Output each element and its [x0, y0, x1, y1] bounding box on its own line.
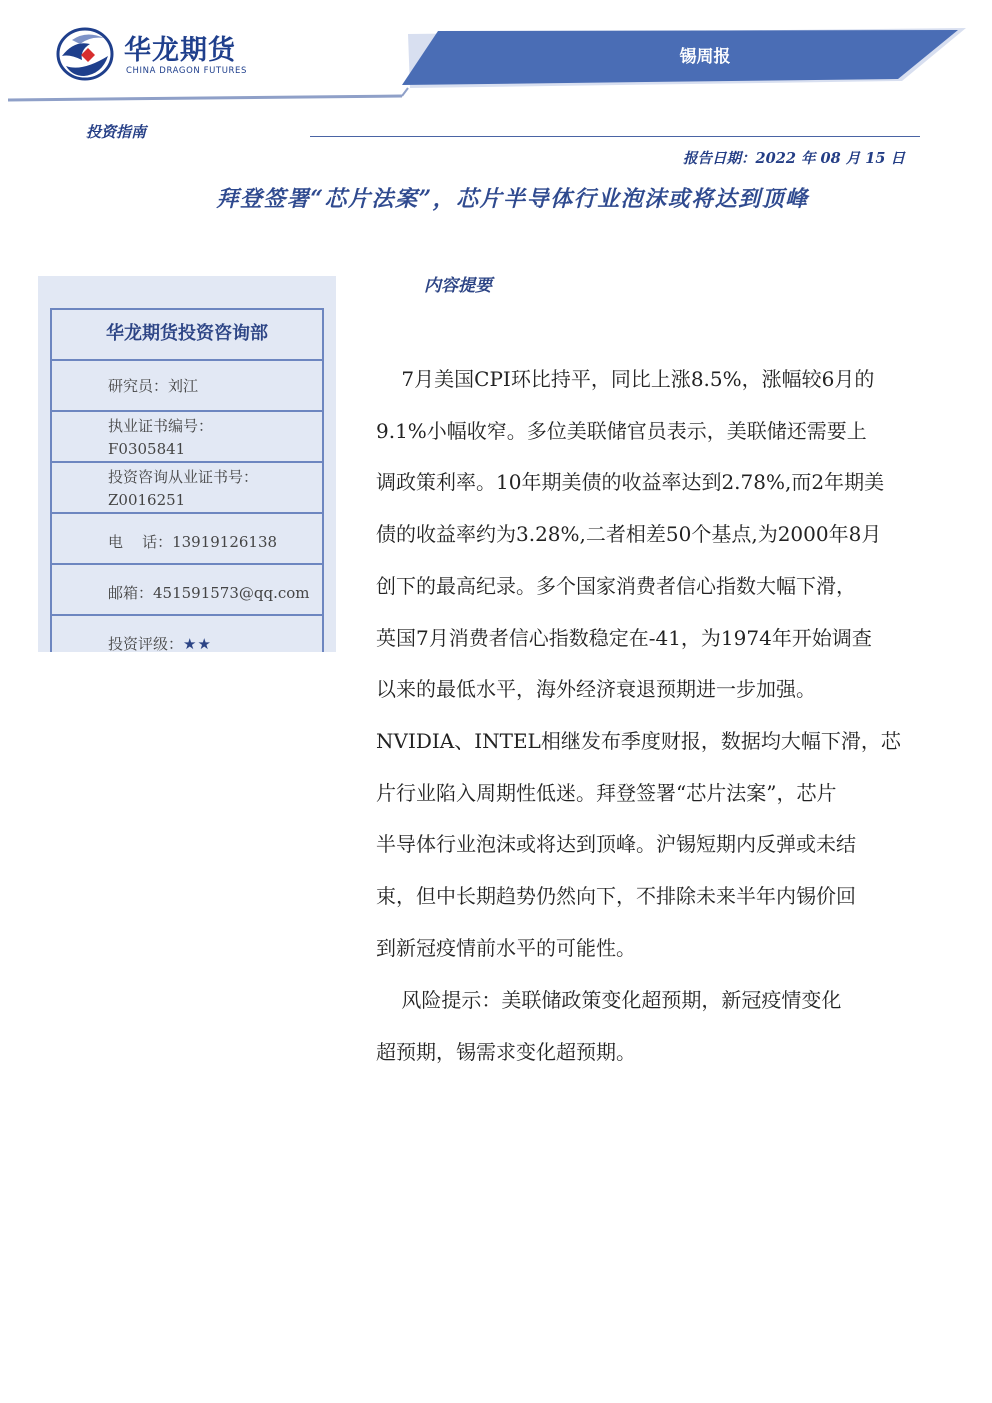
paragraph-line: 债的收益率约为3.28%,二者相差50个基点,为2000年8月 [376, 522, 882, 547]
brand-name-cn: 华龙期货 [124, 35, 236, 66]
paragraph-line: 英国7月消费者信心指数稳定在-41，为1974年开始调查 [376, 625, 872, 650]
paragraph-line: 风险提示：美联储政策变化超预期，新冠疫情变化 [376, 988, 842, 1012]
report-date: 报告日期：2022 年 08 月 15 日 [683, 150, 905, 167]
risk-paragraph [376, 975, 951, 1078]
paragraph-line: NVIDIA、INTEL相继发布季度财报，数据均大幅下滑，芯 [376, 728, 901, 753]
company-logo [56, 26, 256, 86]
summary-paragraph [376, 354, 951, 974]
paragraph-line: 到新冠疫情前水平的可能性。 [376, 935, 636, 960]
paragraph-line: 半导体行业泡沫或将达到顶峰。沪锡短期内反弹或未结 [376, 832, 856, 857]
rating-label: 投资评级： [108, 635, 184, 652]
license-row [52, 412, 322, 463]
department-name: 华龙期货投资咨询部 [106, 323, 268, 344]
paragraph-line: 超预期，锡需求变化超预期。 [376, 1039, 636, 1064]
section-divider [310, 136, 920, 137]
page-title: 拜登签署“芯片法案”，芯片半导体行业泡沫或将达到顶峰 [216, 186, 809, 212]
report-type-tag: 锡周报 [679, 47, 731, 67]
paragraph-line: 以来的最低水平，海外经济衰退预期进一步加强。 [376, 677, 816, 702]
department-row [52, 310, 322, 361]
analyst-info-panel [38, 276, 336, 652]
rating-row [52, 616, 322, 652]
paragraph-line: 9.1%小幅收窄。多位美联储官员表示，美联储还需要上 [376, 418, 867, 443]
phone-row [52, 514, 322, 565]
paragraph-line: 创下的最高纪录。多个国家消费者信心指数大幅下滑， [376, 573, 856, 598]
summary-heading: 内容提要 [424, 276, 492, 296]
brand-name-en: CHINA DRAGON FUTURES [126, 66, 248, 76]
rating-wrapper [108, 633, 212, 652]
paragraph-line: 7月美国CPI环比持平，同比上涨8.5%，涨幅较6月的 [376, 367, 875, 391]
section-label: 投资指南 [86, 123, 147, 141]
paragraph-line: 片行业陷入周期性低迷。拜登签署“芯片法案”，芯片 [376, 780, 837, 805]
consult-license-row [52, 463, 322, 514]
license-label: 执业证书编号： [108, 417, 214, 435]
consult-license-number: Z0016251 [108, 491, 186, 509]
paragraph-line: 调政策利率。10年期美债的收益率达到2.78%,而2年期美 [376, 470, 885, 495]
email-row [52, 565, 322, 616]
researcher-name: 研究员：刘江 [108, 377, 199, 395]
license-number: F0305841 [108, 440, 186, 458]
analyst-info-table [50, 308, 324, 652]
phone-number: 电 话：13919126138 [108, 533, 278, 551]
paragraph-line: 束，但中长期趋势仍然向下，不排除未来半年内锡价回 [376, 884, 856, 909]
consult-license-label: 投资咨询从业证书号： [108, 468, 259, 486]
researcher-row [52, 361, 322, 412]
email-address: 邮箱：451591573@qq.com [108, 584, 310, 602]
dragon-logo-icon [56, 26, 116, 82]
rating-stars-icon: ★★ [183, 635, 212, 652]
